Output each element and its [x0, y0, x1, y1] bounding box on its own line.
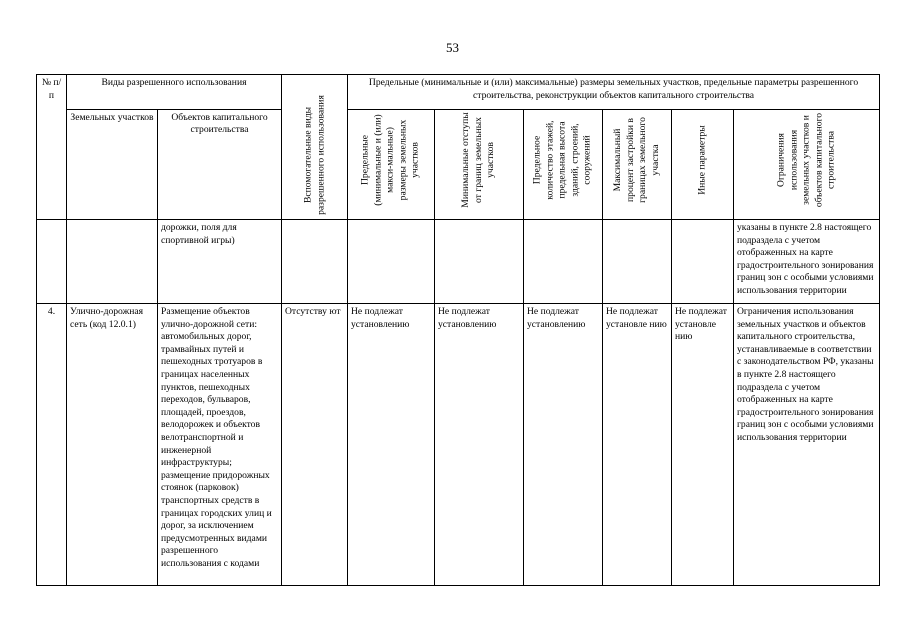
row-1-auxiliary [282, 220, 348, 304]
header-row-1 [37, 75, 880, 110]
row-2-land: Улично-дорожная сеть (код 12.0.1) [67, 304, 158, 586]
header-permitted-use-types: Виды разрешенного использования [67, 75, 282, 110]
header-limits-group: Предельные (минимальные и (или) максимальные) размеры земельных участков, предельные параметры разрешенного строительства, реконструкции объектов капитального строительства [348, 75, 880, 110]
header-size-limits-text: Предельные (минимальные и (или) макси-мальные) размеры земельных участков [359, 114, 421, 206]
header-max-floors-text: Предельное количество этажей, предельная высота зданий, строений, сооружений [531, 120, 593, 200]
header-max-coverage [603, 109, 672, 219]
header-other-params [672, 109, 734, 219]
land-use-regulations-table [36, 74, 880, 586]
header-other-params-text: Иные параметры [696, 124, 708, 195]
row-1-land [67, 220, 158, 304]
row-1-objects: дорожки, поля для спортивной игры) [158, 220, 282, 304]
row-1-floors [524, 220, 603, 304]
header-min-setbacks [435, 109, 524, 219]
header-land-plots: Земельных участков [67, 109, 158, 219]
header-num: № п/п [37, 75, 67, 220]
header-max-floors [524, 109, 603, 219]
row-2-size-limits: Не подлежат установлению [348, 304, 435, 586]
header-size-limits [348, 109, 435, 219]
row-1-restrictions: указаны в пункте 2.8 настоящего подраздела с учетом отображенных на карте градостроительного зонирования границ зон с особыми условиями использования территории [734, 220, 880, 304]
row-1-coverage [603, 220, 672, 304]
row-1-size-limits [348, 220, 435, 304]
row-2-floors: Не подлежат установлению [524, 304, 603, 586]
row-2-other: Не подлежат установле нию [672, 304, 734, 586]
header-auxiliary-uses [282, 75, 348, 220]
header-min-setbacks-text: Минимальные отступы от границ земельных участков [460, 112, 497, 208]
page-number: 53 [446, 40, 459, 55]
header-capital-objects: Объектов капитального строительства [158, 109, 282, 219]
row-1-setbacks [435, 220, 524, 304]
header-row-2 [37, 109, 880, 219]
row-2-auxiliary: Отсутству ют [282, 304, 348, 586]
table-row [37, 220, 880, 304]
row-2-restrictions: Ограничения использования земельных участков и объектов капитального строительства, устанавливаемые в соответствии с законодательством РФ, указаны в пункте 2.8 настоящего подраздела с учетом отображенных на карте градостроительного зонирования границ зон с особыми условиями использования территории [734, 304, 880, 586]
header-max-coverage-text: Максимальный процент застройки в границах земельного участка [611, 116, 661, 203]
row-2-coverage: Не подлежат установле нию [603, 304, 672, 586]
row-2-setbacks: Не подлежат установлению [435, 304, 524, 586]
table-row [37, 304, 880, 586]
row-1-num [37, 220, 67, 304]
row-1-other [672, 220, 734, 304]
row-2-num: 4. [37, 304, 67, 586]
header-auxiliary-uses-text: Вспомогательные виды разрешенного использования [301, 95, 326, 215]
row-2-objects: Размещение объектов улично-дорожной сети: автомобильных дорог, трамвайных путей и пешеходных тротуаров в границах населенных пунктов, пешеходных переходов, бульваров, площадей, проездов, велодорожек и объектов велотранспортной и инженерной инфраструктуры; размещение придорожных стоянок (парковок) транспортных средств в границах городских улиц и дорог, за исключением предусмотренных видами разрешенного использования с кодами [158, 304, 282, 586]
header-restrictions-text: Ограничения использования земельных участков и объектов капитального строительства [775, 112, 837, 207]
header-restrictions [734, 109, 880, 219]
